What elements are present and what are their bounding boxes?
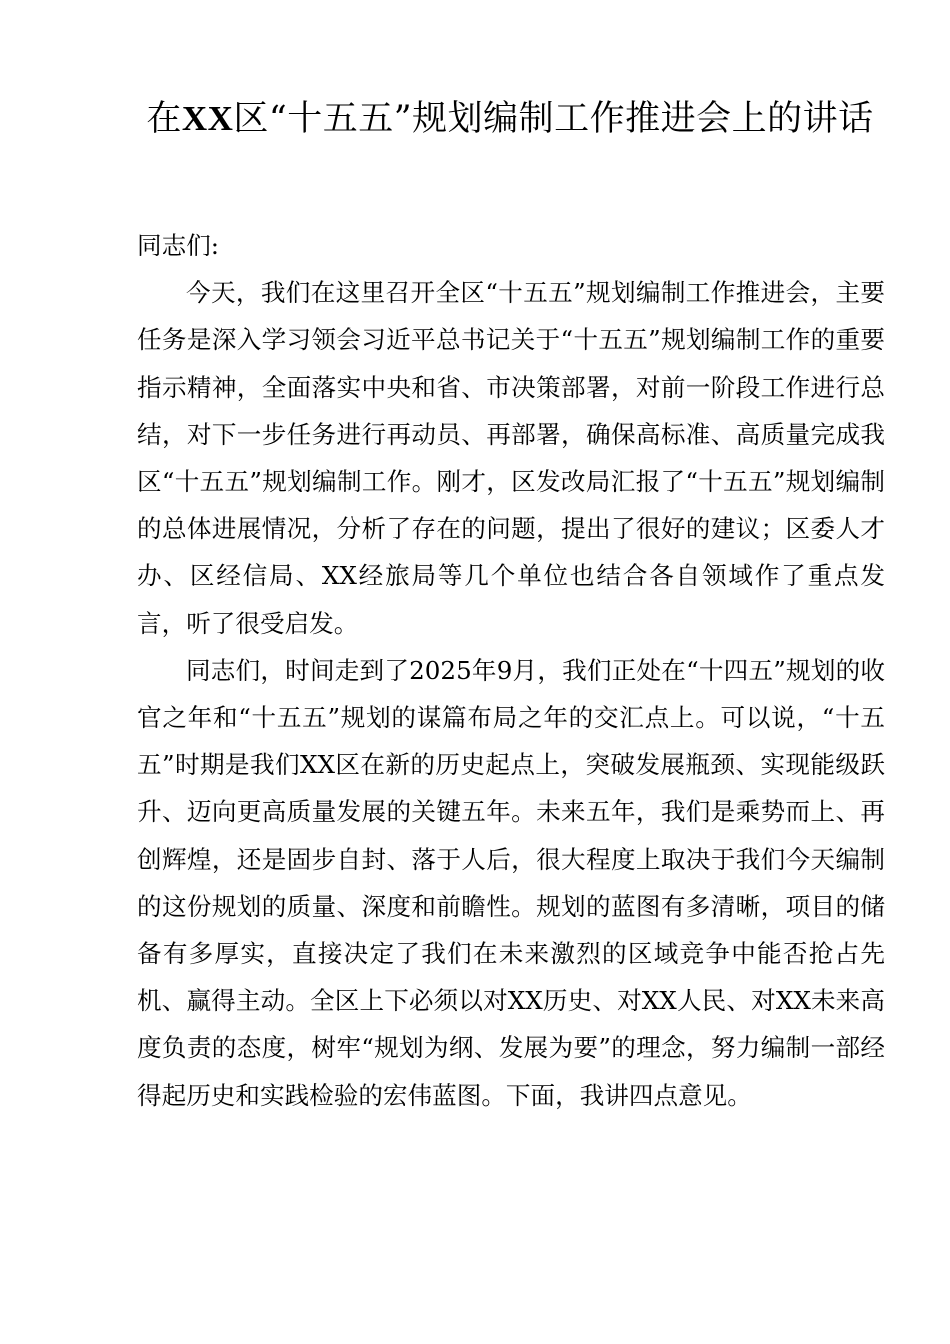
document-body: [137, 222, 885, 1119]
title-xx: XX: [181, 99, 234, 138]
document-title: [130, 92, 890, 146]
title-prefix: 在: [146, 99, 182, 139]
paragraph-2: 同志们，时间走到了2025年9月，我们正处在“十四五”规划的收官之年和“十五五”规划的谋篇布局之年的交汇点上。可以说，“十五五”时期是我们XX区在新的历史起点上，突破发展瓶颈、实现能级跃升、迈向更高质量发展的关键五年。未来五年，我们是乘势而上、再创辉煌，还是固步自封、落于人后，很大程度上取决于我们今天编制的这份规划的质量、深度和前瞻性。规划的蓝图有多清晰，项目的储备有多厚实，直接决定了我们在未来激烈的区域竞争中能否抢占先机、赢得主动。全区上下必须以对XX历史、对XX人民、对XX未来高度负责的态度，树牢“规划为纲、发展为要”的理念，努力编制一部经得起历史和实践检验的宏伟蓝图。下面，我讲四点意见。: [137, 655, 885, 1110]
paragraph-1: 今天，我们在这里召开全区“十五五”规划编制工作推进会，主要任务是深入学习领会习近平总书记关于“十五五”规划编制工作的重要指示精神，全面落实中央和省、市决策部署，对前一阶段工作进行总结，对下一步任务进行再动员、再部署，确保高标准、高质量完成我区“十五五”规划编制工作。刚才，区发改局汇报了“十五五”规划编制的总体进展情况，分析了存在的问题，提出了很好的建议；区委人才办、区经信局、XX经旅局等几个单位也结合各自领域作了重点发言，听了很受启发。: [137, 278, 885, 638]
salutation: 同志们:: [137, 231, 220, 260]
title-suffix: 区“十五五”规划编制工作推进会上的讲话: [233, 99, 874, 139]
